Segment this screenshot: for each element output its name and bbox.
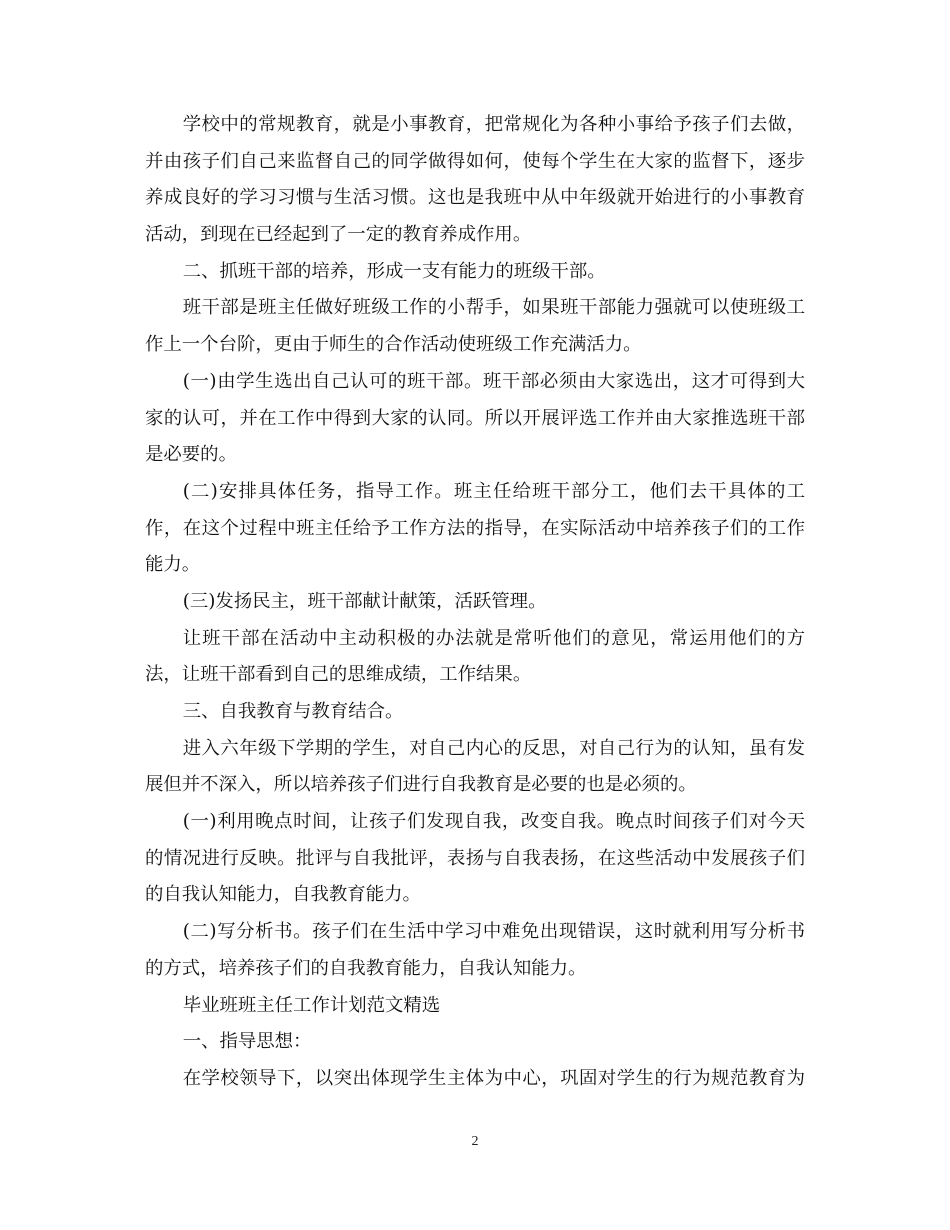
text-line: 能力。 <box>145 554 201 576</box>
text-line: 三、自我教育与教育结合。 <box>182 701 404 722</box>
text-line: (一)利用晚点时间，让孩子们发现自我，改变自我。晚点时间孩子们对今天 <box>182 811 805 833</box>
text-line: (一)由学生选出自己认可的班干部。班干部必须由大家选出，这才可得到大 <box>182 370 805 392</box>
text-line: 的自我认知能力，自我教育能力。 <box>145 884 421 906</box>
paragraph <box>145 474 805 584</box>
paragraph <box>145 254 805 291</box>
paragraph <box>145 694 805 731</box>
paragraph <box>145 988 805 1025</box>
text-line: 在学校领导下，以突出体现学生主体为中心，巩固对学生的行为规范教育为 <box>182 1067 805 1089</box>
paragraph <box>145 731 805 804</box>
text-line: 养成良好的学习习惯与生活习惯。这也是我班中从中年级就开始进行的小事教育 <box>145 187 805 209</box>
text-line: 班干部是班主任做好班级工作的小帮手，如果班干部能力强就可以使班级工 <box>182 297 805 319</box>
paragraph <box>145 584 805 621</box>
text-line: 是必要的。 <box>145 444 237 466</box>
paragraph <box>145 621 805 694</box>
text-line: 的情况进行反映。批评与自我批评，表扬与自我表扬，在这些活动中发展孩子们 <box>145 847 805 869</box>
text-line: 进入六年级下学期的学生，对自己内心的反思，对自己行为的认知，虽有发 <box>182 737 805 759</box>
document-body <box>145 107 805 1098</box>
text-line: (二)写分析书。孩子们在生活中学习中难免出现错误，这时就利用写分析书 <box>182 921 805 943</box>
text-line: 作，在这个过程中班主任给予工作方法的指导，在实际活动中培养孩子们的工作 <box>145 517 805 539</box>
text-line: 的方式，培养孩子们的自我教育能力，自我认知能力。 <box>145 957 587 979</box>
text-line: 毕业班班主任工作计划范文精选 <box>182 994 441 1016</box>
text-line: 让班干部在活动中主动积极的办法就是常听他们的意见，常运用他们的方 <box>182 627 805 649</box>
text-line: 学校中的常规教育，就是小事教育，把常规化为各种小事给予孩子们去做， <box>182 114 805 135</box>
paragraph <box>145 804 805 914</box>
text-line: 并由孩子们自己来监督自己的同学做得如何，使每个学生在大家的监督下，逐步 <box>145 150 805 172</box>
text-line: (二)安排具体任务，指导工作。班主任给班干部分工，他们去干具体的工 <box>182 480 805 502</box>
paragraph <box>145 107 805 254</box>
text-line: (三)发扬民主，班干部献计献策，活跃管理。 <box>182 590 547 612</box>
paragraph <box>145 290 805 363</box>
text-line: 作上一个台阶，更由于师生的合作活动使班级工作充满活力。 <box>145 334 642 356</box>
text-line: 家的认可，并在工作中得到大家的认同。所以开展评选工作并由大家推选班干部 <box>145 407 805 429</box>
text-line: 二、抓班干部的培养，形成一支有能力的班级干部。 <box>182 260 606 282</box>
paragraph <box>145 914 805 987</box>
text-line: 展但并不深入，所以培养孩子们进行自我教育是必要的也是必须的。 <box>145 774 697 796</box>
text-line: 法，让班干部看到自己的思维成绩，工作结果。 <box>145 664 532 686</box>
text-line: 一、指导思想： <box>182 1031 312 1053</box>
text-line: 活动，到现在已经起到了一定的教育养成作用。 <box>145 224 532 246</box>
paragraph <box>145 1061 805 1098</box>
paragraph <box>145 364 805 474</box>
paragraph <box>145 1024 805 1061</box>
page-number: 2 <box>471 1134 479 1149</box>
